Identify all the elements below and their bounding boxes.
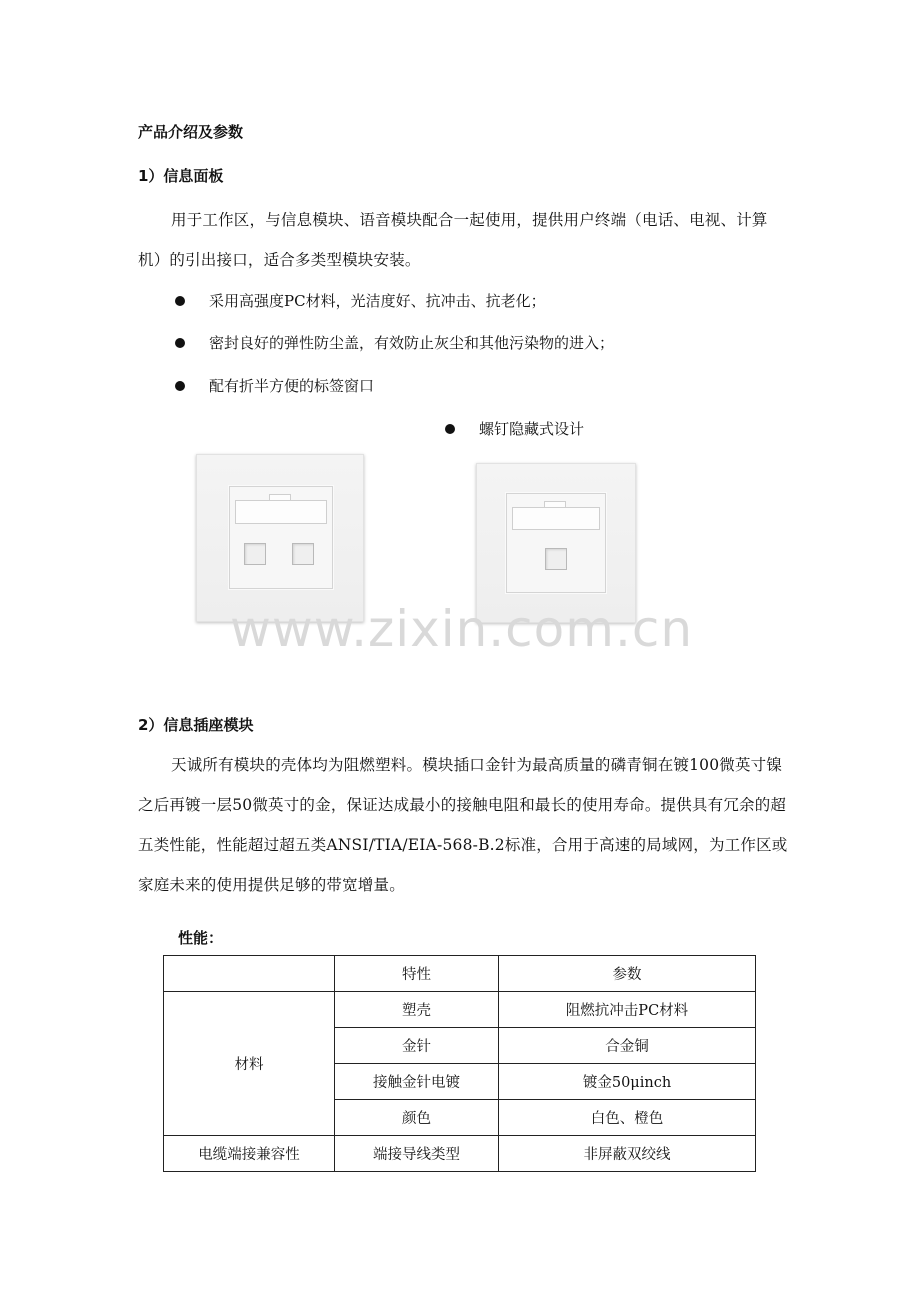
- performance-label: 性能：: [178, 929, 224, 947]
- single-port-faceplate-image: [476, 463, 636, 623]
- spec-table: [163, 955, 756, 1172]
- table-cell: 颜色: [335, 1100, 499, 1136]
- bullet-dot-icon: [175, 338, 185, 348]
- bullet-item: [175, 332, 614, 353]
- module-text: 天诚所有模块的壳体均为阻燃塑料。模块插口金针为最高质量的磷青铜在镀100微英寸镍之后再镀一层50微英寸的金，保证达成最小的接触电阻和最长的使用寿命。提供具有冗余的超五类性能，性能超过超五类ANSI/TIA/EIA-568-B.2标准，合用于高速的局域网，为工作区或家庭未来的使用提供足够的带宽增量。: [138, 756, 788, 894]
- dual-port-faceplate-image: [196, 454, 364, 622]
- table-cell: 合金铜: [499, 1028, 756, 1064]
- watermark: www.zixin.com.cn: [230, 600, 694, 658]
- table-cell: 端接导线类型: [335, 1136, 499, 1172]
- label-window: [512, 507, 600, 530]
- bullet-item: [175, 375, 374, 396]
- table-header-row: [164, 956, 756, 992]
- intro-text: 用于工作区，与信息模块、语音模块配合一起使用，提供用户终端（电话、电视、计算机）的引出接口，适合多类型模块安装。: [138, 211, 768, 269]
- bullet-item: [445, 418, 584, 439]
- table-group-cell: 材料: [164, 992, 335, 1136]
- port-socket-icon: [292, 543, 314, 565]
- table-cell: 阻燃抗冲击PC材料: [499, 992, 756, 1028]
- faceplate-inner-frame: [506, 493, 606, 593]
- table-cell: 接触金针电镀: [335, 1064, 499, 1100]
- port-socket-icon: [244, 543, 266, 565]
- port-socket-icon: [545, 548, 567, 570]
- table-header-cell: 特性: [335, 956, 499, 992]
- table-cell: 塑壳: [335, 992, 499, 1028]
- table-cell: 非屏蔽双绞线: [499, 1136, 756, 1172]
- table-header-cell: 参数: [499, 956, 756, 992]
- table-header-cell: [164, 956, 335, 992]
- bullet-text: 配有折半方便的标签窗口: [209, 377, 375, 395]
- bullet-dot-icon: [445, 424, 455, 434]
- bullet-text: 采用高强度PC材料，光洁度好、抗冲击、抗老化；: [209, 292, 546, 310]
- bullet-item: [175, 290, 546, 311]
- table-row: [164, 992, 756, 1028]
- label-window: [235, 500, 327, 524]
- heading-info-panel: 1）信息面板: [138, 167, 224, 185]
- bullet-dot-icon: [175, 296, 185, 306]
- table-cell: 金针: [335, 1028, 499, 1064]
- section-title: 产品介绍及参数: [138, 123, 244, 141]
- bullet-text: 螺钉隐藏式设计: [479, 420, 585, 438]
- faceplate-inner-frame: [229, 486, 333, 589]
- table-cell: 白色、橙色: [499, 1100, 756, 1136]
- heading-socket-module: 2）信息插座模块: [138, 716, 254, 734]
- bullet-dot-icon: [175, 381, 185, 391]
- intro-paragraph: [138, 200, 788, 280]
- bullet-text: 密封良好的弹性防尘盖，有效防止灰尘和其他污染物的进入；: [209, 334, 615, 352]
- table-cell: 镀金50μinch: [499, 1064, 756, 1100]
- module-paragraph: [138, 745, 788, 905]
- table-group-cell: 电缆端接兼容性: [164, 1136, 335, 1172]
- table-row: [164, 1136, 756, 1172]
